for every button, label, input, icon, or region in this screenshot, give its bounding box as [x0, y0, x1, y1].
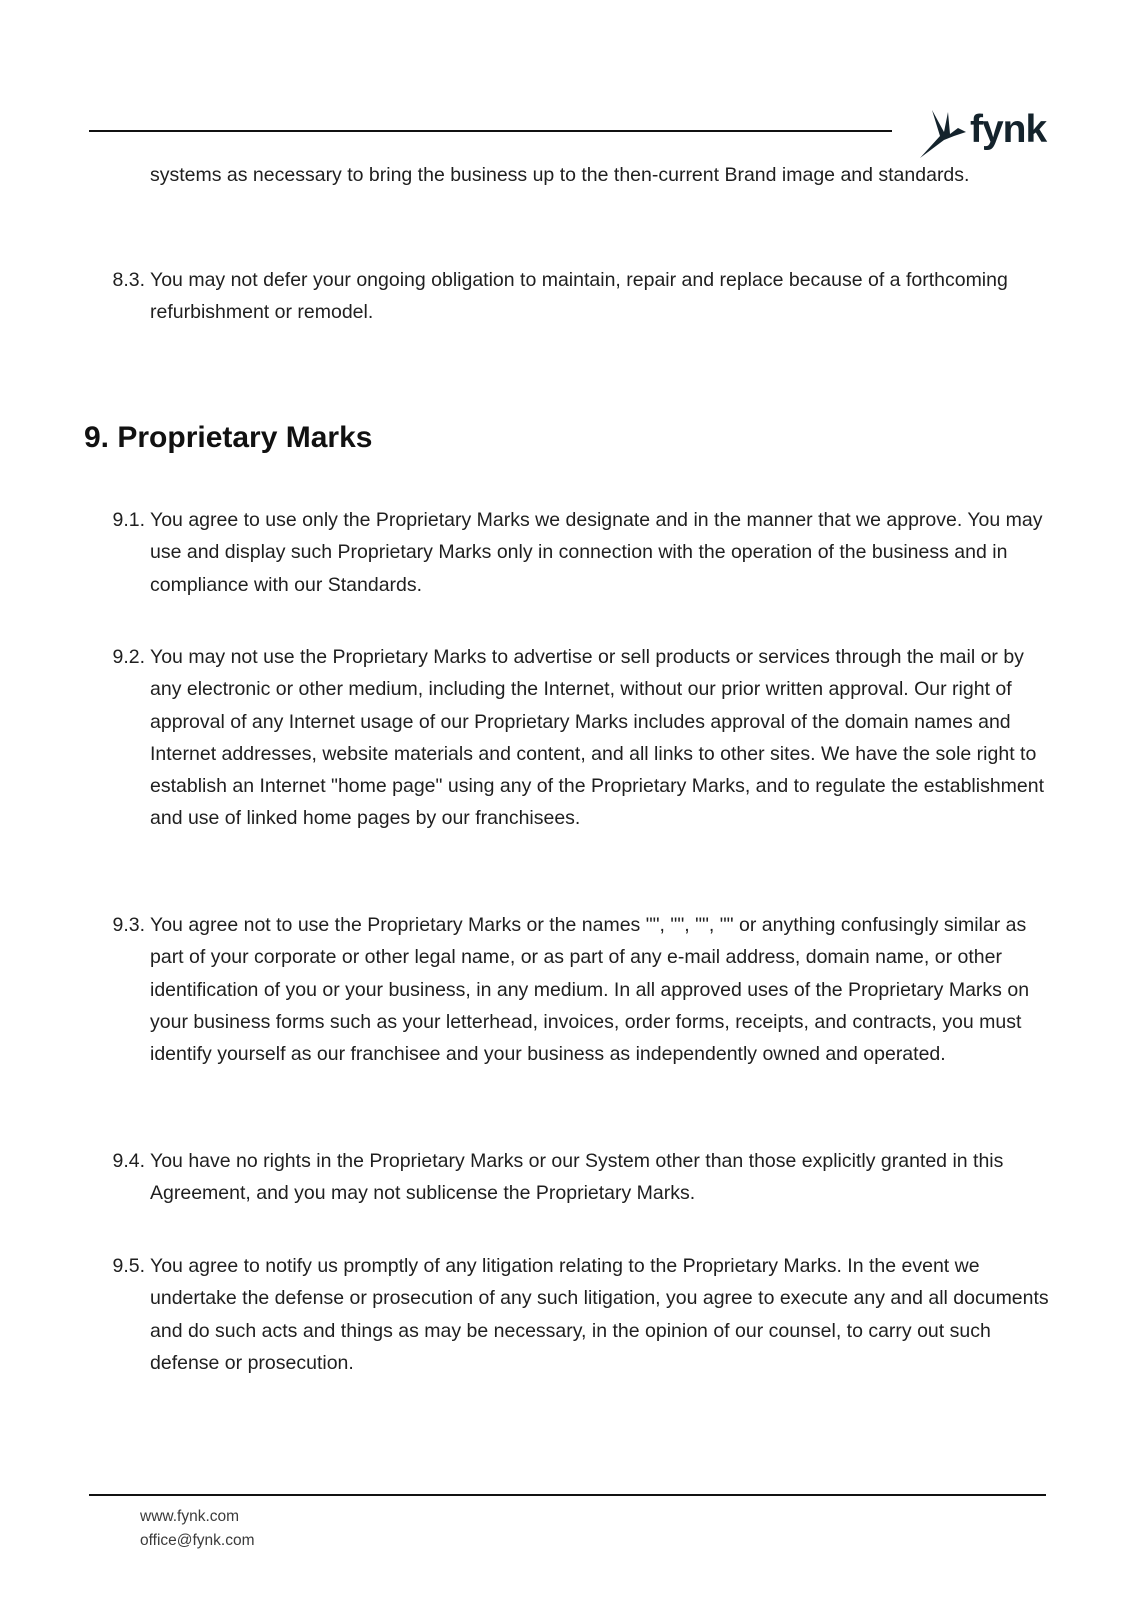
clause-text: You may not defer your ongoing obligation to maintain, repair and replace because of a forthcoming refurbishment or remodel. — [150, 269, 1008, 324]
clause-number: 9.4. — [112, 1150, 145, 1172]
header-divider — [89, 130, 892, 132]
fynk-logo — [918, 104, 1048, 162]
clause-number: 9.3. — [112, 914, 145, 936]
clause-text: You agree to notify us promptly of any litigation relating to the Proprietary Marks. In the event we undertake the defense or prosecution of any such litigation, you agree to execute any and all documents and do such acts and things as may be necessary, in the opinion of our counsel, to carry out such defense or prosecution. — [150, 1255, 1049, 1374]
footer-divider — [89, 1494, 1046, 1496]
clause-number: 9.2. — [112, 646, 145, 668]
clause-number: 8.3. — [112, 269, 145, 291]
section-title: 9. Proprietary Marks — [84, 421, 373, 454]
clause-number: 9.5. — [112, 1255, 145, 1277]
footer-website-link[interactable]: www.fynk.com — [140, 1508, 240, 1525]
footer-email-link[interactable]: office@fynk.com — [140, 1532, 255, 1549]
clause-number: 9.1. — [112, 509, 145, 531]
logo-text: fynk — [970, 108, 1047, 151]
clause-text: You have no rights in the Proprietary Marks or our System other than those explicitly granted in this Agreement, and you may not sublicense the Proprietary Marks. — [150, 1150, 1004, 1205]
bird-logo-icon — [918, 106, 968, 160]
carryover-paragraph: systems as necessary to bring the business up to the then-current Brand image and standards. — [150, 164, 970, 186]
clause-text: You agree to use only the Proprietary Marks we designate and in the manner that we approve. You may use and display such Proprietary Marks only in connection with the operation of the business and in compliance with our Standards. — [150, 509, 1043, 596]
clause-text: You agree not to use the Proprietary Marks or the names "", "", "", "" or anything confusingly similar as part of your corporate or other legal name, or as part of any e-mail address, domain name, or other identification of you or your business, in any medium. In all approved uses of the Proprietary Marks on your business forms such as your letterhead, invoices, order forms, receipts, and contracts, you must identify yourself as our franchisee and your business as independently owned and operated. — [150, 914, 1030, 1066]
clause-text: You may not use the Proprietary Marks to advertise or sell products or services through the mail or by any electronic or other medium, including the Internet, without our prior written approval. Our right of approval of any Internet usage of our Proprietary Marks includes approval of the domain names and Internet addresses, website materials and content, and all links to other sites. We have the sole right to establish an Internet "home page" using any of the Proprietary Marks, and to regulate the establishment and use of linked home pages by our franchisees. — [150, 646, 1045, 830]
